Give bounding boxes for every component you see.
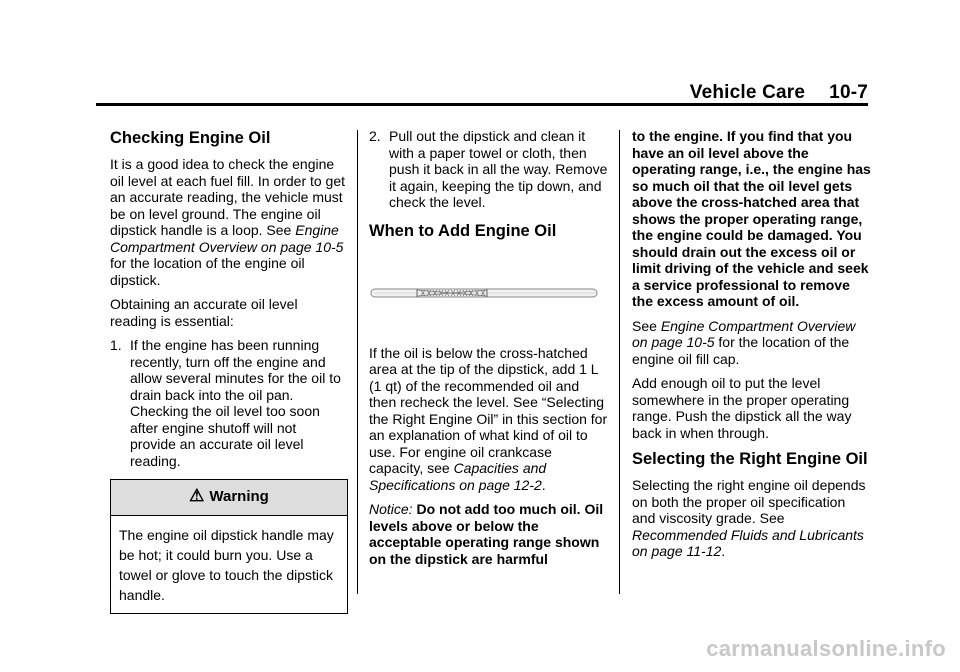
notice-continued: to the engine. If you find that you have an oil level above the operating range, i.e., the engine has so much oil that the oil level gets above the cross‑hatched area that shows the proper operating range, the engine could be damaged. You should drain out the excess oil or limit driving of the vehicle and seek a service professional to remove the excess amount of oil. (632, 128, 871, 309)
see-text-end: for the location of the engine oil fill cap. (632, 334, 850, 367)
add-oil-text: If the oil is below the cross‑hatched area at the tip of the dipstick, add 1 L (1 qt) of the recommended oil and then recheck the level. See “Selecting the Right Engine Oil” in this section for an explanation of what kind of oil to use. For engine oil crankcase capacity, see (369, 344, 608, 476)
add-oil-paragraph (369, 345, 609, 494)
page-header (690, 82, 868, 104)
section-heading-when-to-add: When to Add Engine Oil (369, 221, 557, 240)
warning-title: Warning (209, 488, 269, 505)
warning-header (111, 480, 347, 516)
selecting-text: Selecting the right engine oil depends on both the proper oil specification and viscosity grade. See (632, 477, 866, 526)
dipstick-illustration (369, 249, 609, 345)
page-number: 10-7 (829, 82, 868, 103)
dipstick-image (369, 249, 599, 345)
column-2 (369, 128, 609, 575)
fluids-reference-link[interactable]: Recommended Fluids and Lubricants on page 11‑12 (632, 526, 864, 559)
header-rule (96, 103, 868, 106)
section-heading-checking-oil: Checking Engine Oil (110, 129, 271, 147)
fill-cap-reference-link[interactable]: Engine Compartment Overview on page 10‑5 (632, 317, 856, 350)
warning-body: The engine oil dipstick handle may be hot; it could burn you. Use a towel or glove to touch the dipstick handle. (119, 526, 334, 603)
selecting-paragraph (632, 477, 872, 560)
intro-text-end: for the location of the engine oil dipstick. (110, 255, 305, 288)
watermark: carmanualsonline.info (706, 636, 946, 661)
intro-reference-link[interactable]: Engine Compartment Overview on page 10‑5 (110, 222, 344, 255)
step-number: 1. (110, 337, 122, 353)
warning-box (110, 479, 348, 614)
column-divider-2 (619, 130, 620, 594)
see-text: See (632, 317, 661, 334)
column-divider-1 (357, 130, 358, 594)
step-text: If the engine has been running recently, turn off the engine and allow several minutes for the oil to drain back into the oil pan. Checking the oil level too soon after engine shutoff will not provide an accurate oil level reading. (130, 337, 341, 469)
column-1 (110, 128, 346, 614)
add-enough-paragraph: Add enough oil to put the level somewhere in the proper operating range. Push the dipstick all the way back in when through. (632, 375, 852, 441)
step-list (110, 337, 346, 469)
add-oil-text-end: . (541, 476, 546, 493)
step-text: Pull out the dipstick and clean it with a paper towel or cloth, then push it back in all the way. Remove it again, keeping the tip down, and check the level. (389, 128, 608, 210)
warning-icon: ⚠ (189, 486, 205, 505)
step-list-continued (369, 128, 609, 211)
list-item (110, 337, 346, 469)
obtaining-paragraph: Obtaining an accurate oil level reading is essential: (110, 296, 298, 329)
list-item (369, 128, 609, 211)
see-paragraph (632, 318, 872, 368)
intro-text: It is a good idea to check the engine oil level at each fuel fill. In order to get an accurate reading, the vehicle must be on level ground. The engine oil dipstick handle is a loop. See (110, 156, 346, 238)
selecting-text-end: . (721, 543, 726, 559)
section-title: Vehicle Care (689, 82, 806, 103)
intro-paragraph (110, 156, 346, 288)
capacities-reference-link[interactable]: Capacities and Specifications on page 12‑2 (369, 460, 547, 493)
notice-paragraph (369, 501, 609, 567)
notice-text: Do not add too much oil. Oil levels above or below the acceptable operating range shown on the dipstick are harmful (369, 501, 604, 567)
section-heading-selecting-oil: Selecting the Right Engine Oil (632, 450, 868, 468)
step-number: 2. (369, 128, 381, 144)
column-3 (632, 128, 872, 568)
notice-label: Notice: (369, 501, 413, 517)
